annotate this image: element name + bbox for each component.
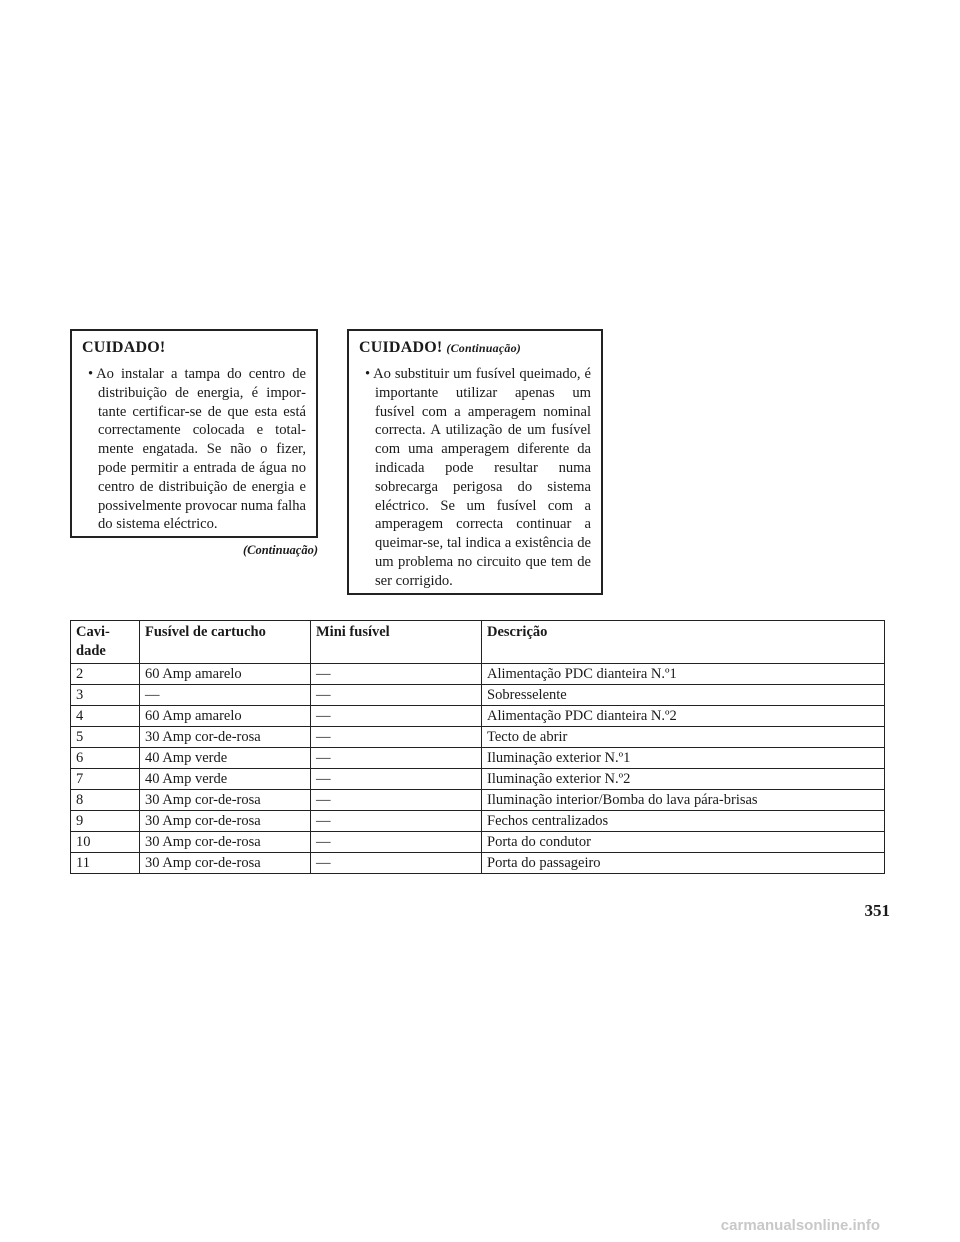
cell-cavity: 10 (71, 832, 140, 853)
cell-mini-fuse: — (311, 832, 482, 853)
cell-cartridge-fuse: 30 Amp cor-de-rosa (140, 727, 311, 748)
table-row (71, 727, 885, 748)
table-row (71, 685, 885, 706)
cell-mini-fuse: — (311, 685, 482, 706)
header-cartridge-fuse: Fusível de cartucho (140, 621, 311, 664)
cell-cavity: 11 (71, 853, 140, 874)
cell-cavity: 7 (71, 769, 140, 790)
cell-cartridge-fuse: 30 Amp cor-de-rosa (140, 811, 311, 832)
cell-description: Iluminação exterior N.º1 (482, 748, 885, 769)
caution-title-suffix: (Continuação) (446, 341, 521, 355)
table-row (71, 790, 885, 811)
table-row (71, 832, 885, 853)
table-row (71, 853, 885, 874)
cell-mini-fuse: — (311, 811, 482, 832)
cell-description: Iluminação exterior N.º2 (482, 769, 885, 790)
cell-cartridge-fuse: — (140, 685, 311, 706)
caution-bullet (82, 365, 306, 534)
cell-cavity: 3 (71, 685, 140, 706)
cell-cavity: 9 (71, 811, 140, 832)
caution-title: CUIDADO! (359, 339, 443, 356)
cell-mini-fuse: — (311, 664, 482, 685)
cell-mini-fuse: — (311, 769, 482, 790)
caution-box-right (347, 329, 603, 595)
bullet-icon: • (365, 366, 371, 382)
caution-bullet (359, 365, 591, 591)
table-row (71, 748, 885, 769)
caution-title: CUIDADO! (82, 339, 166, 356)
cell-cavity: 4 (71, 706, 140, 727)
cell-cartridge-fuse: 60 Amp amarelo (140, 706, 311, 727)
cell-cartridge-fuse: 30 Amp cor-de-rosa (140, 790, 311, 811)
caution-text: Ao instalar a tampa do centro de distribuição de energia, é importante certificar-se de que esta está correctamente colocada e totalmente engatada. Se não o fizer, pode permitir a entrada de água no centro de distribuição de energia e possivelmente provocar numa falha do sistema eléctrico. (96, 366, 306, 533)
cell-cartridge-fuse: 30 Amp cor-de-rosa (140, 853, 311, 874)
table-header-row (71, 621, 885, 664)
header-cavity-label: Cavi- dade (76, 624, 110, 659)
page-number: 351 (864, 901, 890, 920)
cell-cartridge-fuse: 60 Amp amarelo (140, 664, 311, 685)
cell-description: Porta do condutor (482, 832, 885, 853)
cell-description: Tecto de abrir (482, 727, 885, 748)
fuse-table (70, 620, 885, 874)
table-row (71, 706, 885, 727)
cell-cavity: 2 (71, 664, 140, 685)
cell-description: Alimentação PDC dianteira N.º1 (482, 664, 885, 685)
caution-text: Ao substituir um fusível queimado, é importante utilizar apenas um fusível com a amperagem nominal correcta. A utilização de um fusível com uma amperagem diferente da indicada pode resultar numa sobrecarga perigosa do sistema eléctrico. Se um fusível com a amperagem correcta continuar a queimar-se, tal indica a existência de um problema no circuito que tem de ser corrigido. (373, 366, 591, 589)
cell-cartridge-fuse: 40 Amp verde (140, 748, 311, 769)
table-body (71, 664, 885, 874)
cell-cavity: 8 (71, 790, 140, 811)
header-mini-fuse: Mini fusível (311, 621, 482, 664)
cell-description: Sobresselente (482, 685, 885, 706)
table-row (71, 664, 885, 685)
cell-mini-fuse: — (311, 727, 482, 748)
bullet-icon: • (88, 366, 94, 382)
table-row (71, 811, 885, 832)
cell-cartridge-fuse: 40 Amp verde (140, 769, 311, 790)
cell-description: Fechos centralizados (482, 811, 885, 832)
caution-box-left (70, 329, 318, 538)
cell-mini-fuse: — (311, 790, 482, 811)
continuation-note: (Continuação) (242, 543, 318, 557)
watermark: carmanualsonline.info (720, 1217, 880, 1234)
header-cavity (71, 621, 140, 664)
cell-cavity: 5 (71, 727, 140, 748)
cell-cavity: 6 (71, 748, 140, 769)
cell-description: Iluminação interior/Bomba do lava pára-brisas (482, 790, 885, 811)
cell-cartridge-fuse: 30 Amp cor-de-rosa (140, 832, 311, 853)
table-row (71, 769, 885, 790)
cell-description: Porta do passageiro (482, 853, 885, 874)
header-description: Descrição (482, 621, 885, 664)
caution-title-continued (359, 339, 591, 357)
cell-mini-fuse: — (311, 853, 482, 874)
cell-mini-fuse: — (311, 748, 482, 769)
cell-description: Alimentação PDC dianteira N.º2 (482, 706, 885, 727)
cell-mini-fuse: — (311, 706, 482, 727)
